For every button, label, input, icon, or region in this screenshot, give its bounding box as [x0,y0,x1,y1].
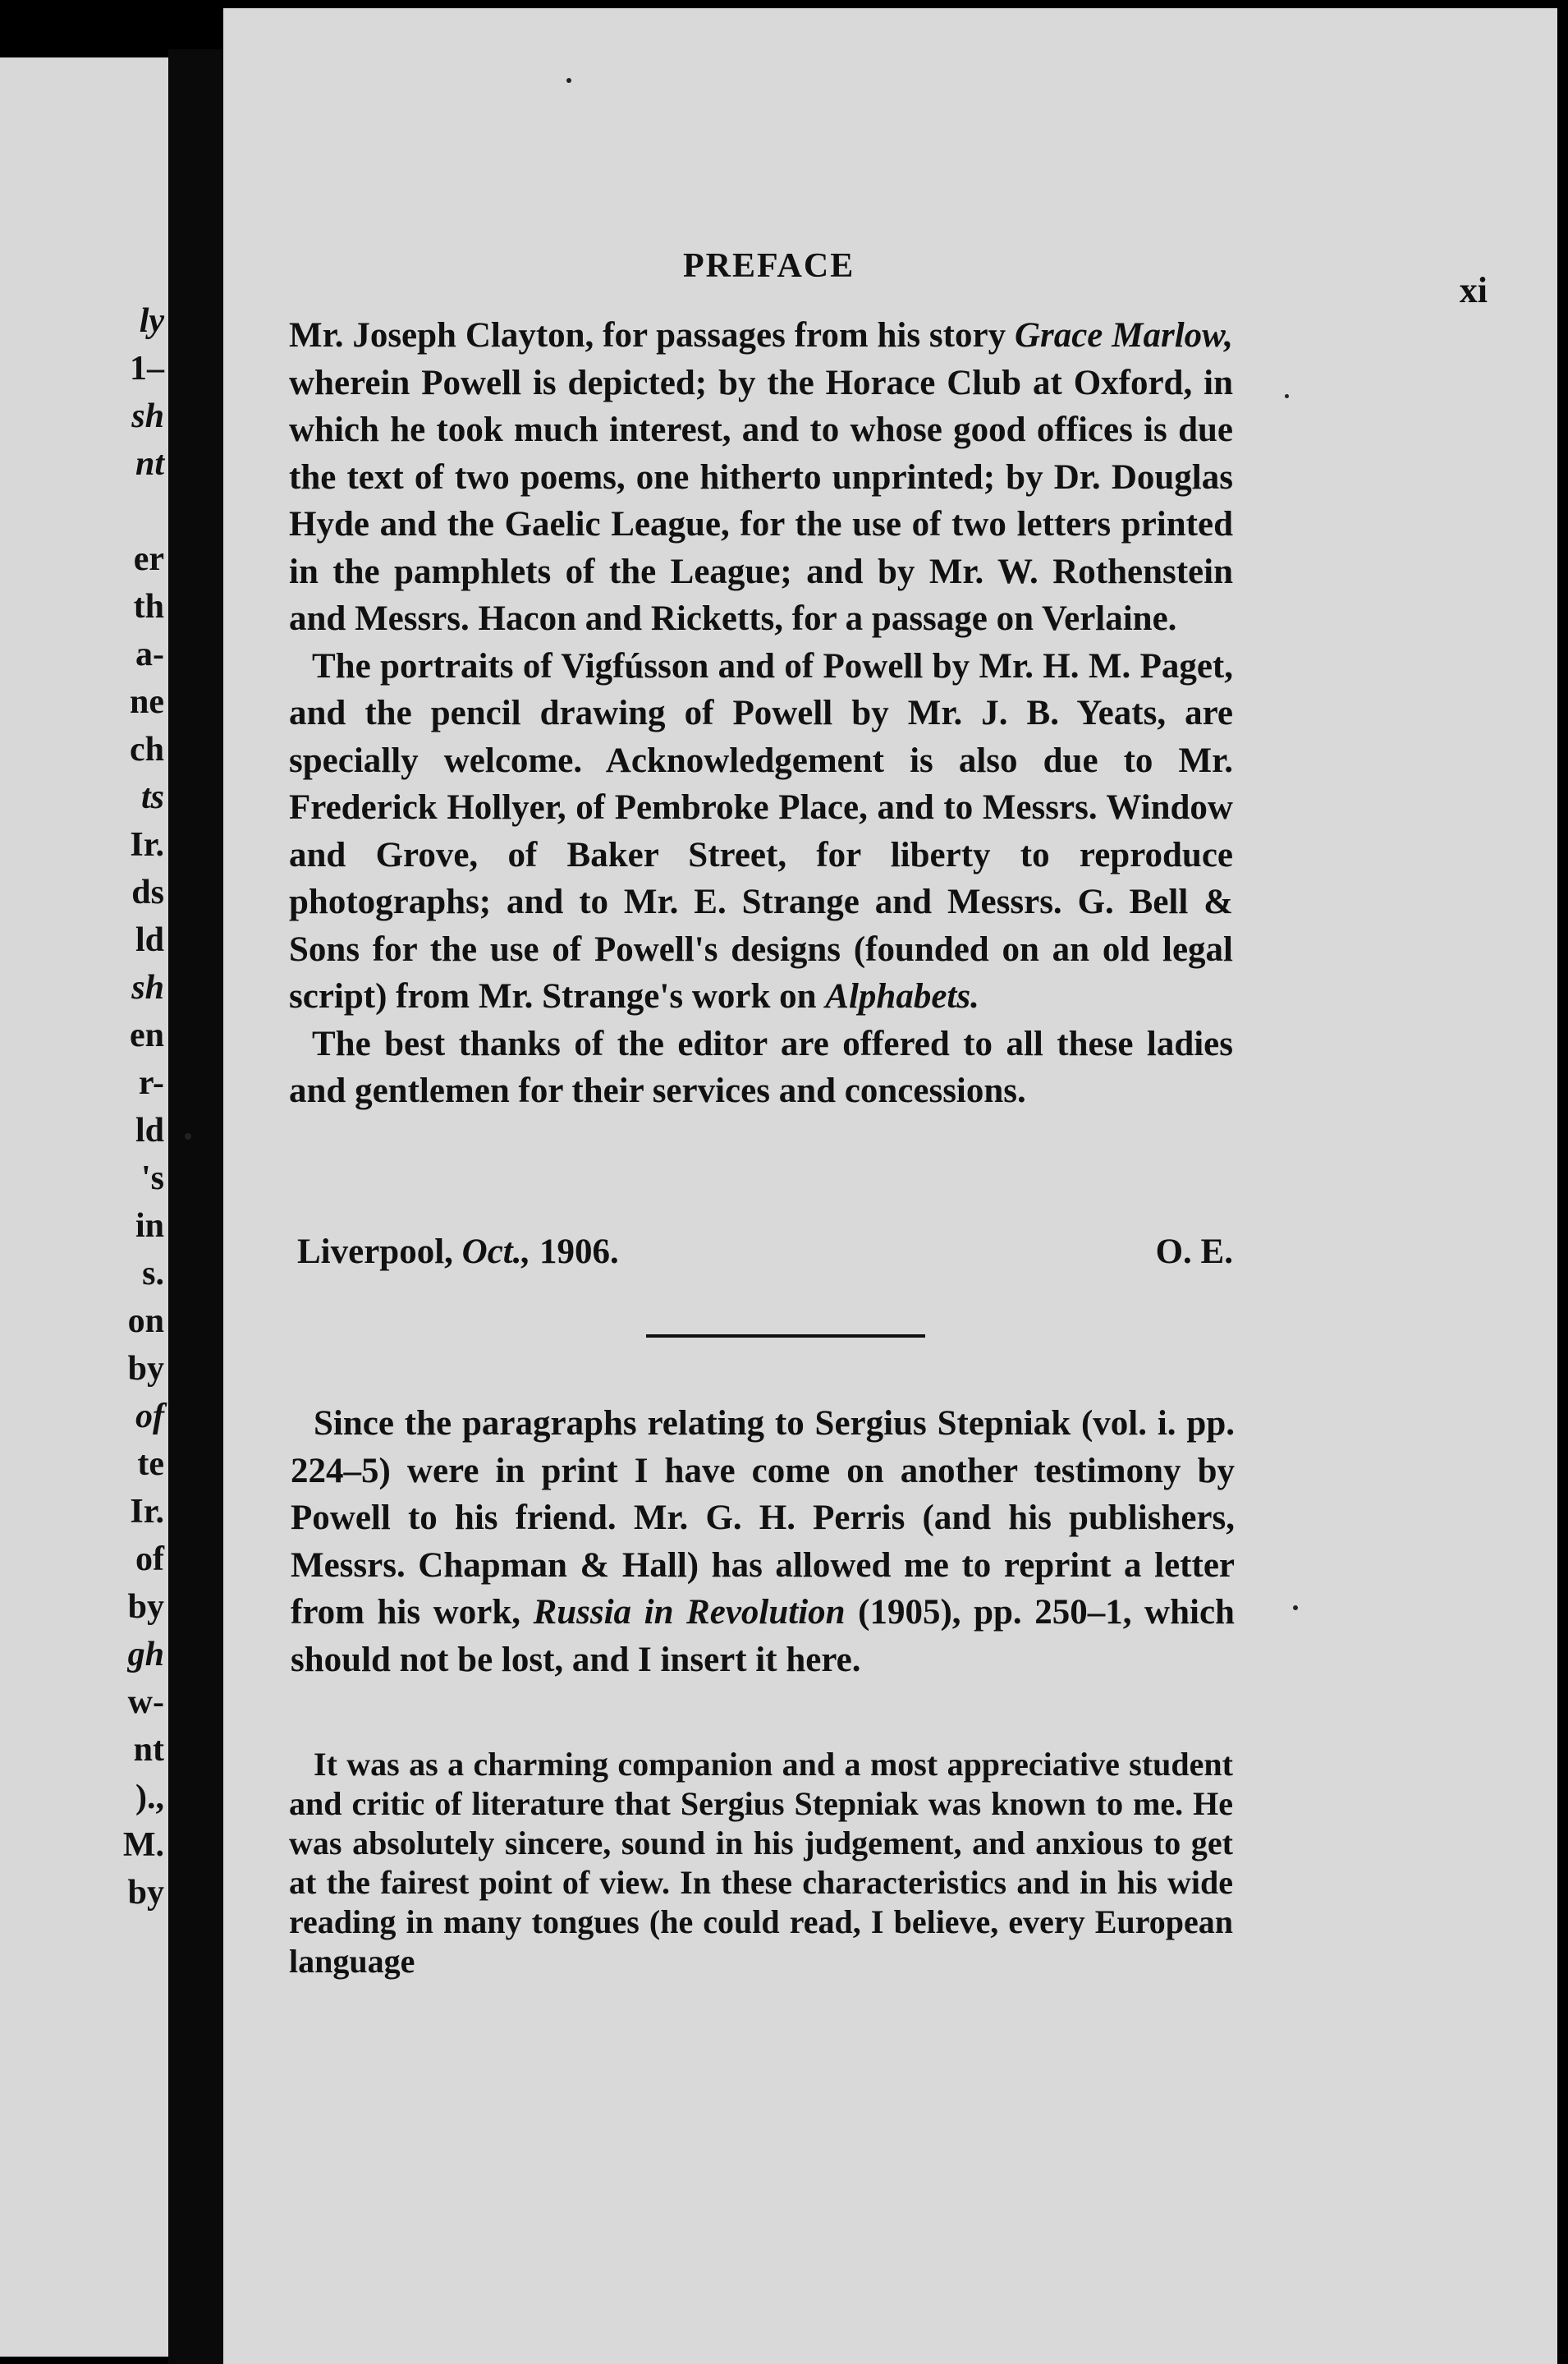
facing-page-fragment: sh [131,969,164,1007]
book-title: Alphabets. [825,977,979,1016]
editor-initials: O. E. [1155,1232,1233,1271]
paragraph-postscript [291,1400,1235,1683]
book-page [223,8,1557,2364]
quoted-letter [289,1745,1233,1981]
facing-page-fragment: 1– [130,350,164,388]
facing-page-fragment: by [127,1588,164,1626]
book-title: Grace Marlow, [1014,316,1233,355]
facing-page-fragment: th [133,588,164,626]
scan-speck [566,78,571,83]
preface-body [289,312,1233,1115]
facing-page-fragment: of [135,1398,164,1435]
facing-page-fragment: )., [135,1779,164,1816]
facing-page-fragment: ch [130,731,164,769]
facing-page-fragment: gh [127,1636,164,1673]
facing-page-fragment: M. [122,1826,164,1864]
facing-page-fragment: Ir. [130,826,164,864]
text-run: wherein Powell is depicted; by the Horace Club at Oxford, in which he took much interest, and to whose good offices is due the text of two poems, one hitherto unprinted; by Dr. Douglas Hyde and the Gaelic League, for the use of two letters printed in the pamphlets of the League; and by Mr. W. Rothenstein and Messrs. Hacon and Ricketts, for a passage on Verlaine. [289,363,1233,638]
scan-speck [1293,1605,1298,1610]
facing-page-fragment: ly [139,302,164,340]
facing-page-fragment: of [135,1540,164,1578]
signoff-place-date [297,1232,619,1272]
paragraph-acknowledgements-2 [289,643,1233,1021]
postscript [291,1400,1235,1683]
text-run: (1905), pp. 250–1, which should not be lost, and I insert it here. [291,1593,1235,1679]
text-run: The best thanks of the editor are offered to all these ladies and gentlemen for their services and concessions. [289,1024,1233,1110]
text-run: Since the paragraphs relating to Sergius Stepniak (vol. i. pp. 224–5) were in print I have come on another testimony by Powell to his friend. Mr. G. H. Perris (and his publishers, Messrs. Chapman & Hall) has allowed me to reprint a letter from his work, [291,1404,1235,1632]
paragraph-thanks [289,1021,1233,1115]
facing-page-fragment: nt [133,1731,164,1769]
facing-page-fragment: ne [130,683,164,721]
facing-page-fragment: by [127,1874,164,1912]
text-run: Mr. Joseph Clayton, for passages from his story [289,316,1015,355]
text-run: The portraits of Vigfússon and of Powell by Mr. H. M. Paget, and the pencil drawing of Powell by Mr. J. B. Yeats, are specially welcome. Acknowledgement is also due to Mr. Frederick Hollyer, of Pembroke Place, and to Messrs. Window and Grove, of Baker Street, for liberty to reproduce photographs; and to Mr. E. Strange and Messrs. G. Bell & Sons for the use of Powell's designs (founded on an old legal script) from Mr. Strange's work on [289,646,1233,1016]
month: Oct., [461,1232,531,1271]
facing-page-fragment: ld [135,921,164,959]
facing-page-fragment: nt [135,445,164,483]
facing-page-fragment: a- [135,636,164,673]
facing-page-fragment: 's [140,1159,164,1197]
book-title: Russia in Revolution [533,1593,846,1632]
facing-page-fragment: in [135,1207,164,1245]
scan-speck [1285,394,1289,398]
paragraph-quote: It was as a charming companion and a most appreciative student and critic of literature that Sergius Stepniak was known to me. He was absolutely sincere, sound in his judgement, and anxious to get at the fairest point of view. In these characteristics and in his wide reading in many tongues (he could read, I believe, every European language [289,1746,1233,1980]
scan-speck [185,1133,191,1140]
facing-page-fragment: Ir. [130,1493,164,1531]
facing-page-fragment: r- [138,1064,164,1102]
page-number: xi [1459,270,1488,310]
year: 1906. [530,1232,619,1271]
book-gutter [168,49,226,2364]
facing-page-edge [0,57,168,2357]
facing-page-fragment: ds [131,874,164,911]
facing-page-fragment: by [127,1350,164,1388]
page-header [273,246,1504,310]
running-head: PREFACE [683,247,855,285]
facing-page-fragment: sh [131,397,164,435]
facing-page-fragment: on [127,1302,164,1340]
facing-page-fragment: er [133,540,164,578]
facing-page-fragment: ld [135,1112,164,1150]
section-divider-rule [646,1334,925,1338]
paragraph-acknowledgements-1 [289,312,1233,643]
facing-page-fragment: te [137,1445,164,1483]
facing-page-fragment: w- [127,1683,164,1721]
facing-page-fragment: en [130,1017,164,1054]
place: Liverpool, [297,1232,462,1271]
facing-page-fragment: ts [140,778,164,816]
facing-page-fragment: s. [142,1255,164,1292]
